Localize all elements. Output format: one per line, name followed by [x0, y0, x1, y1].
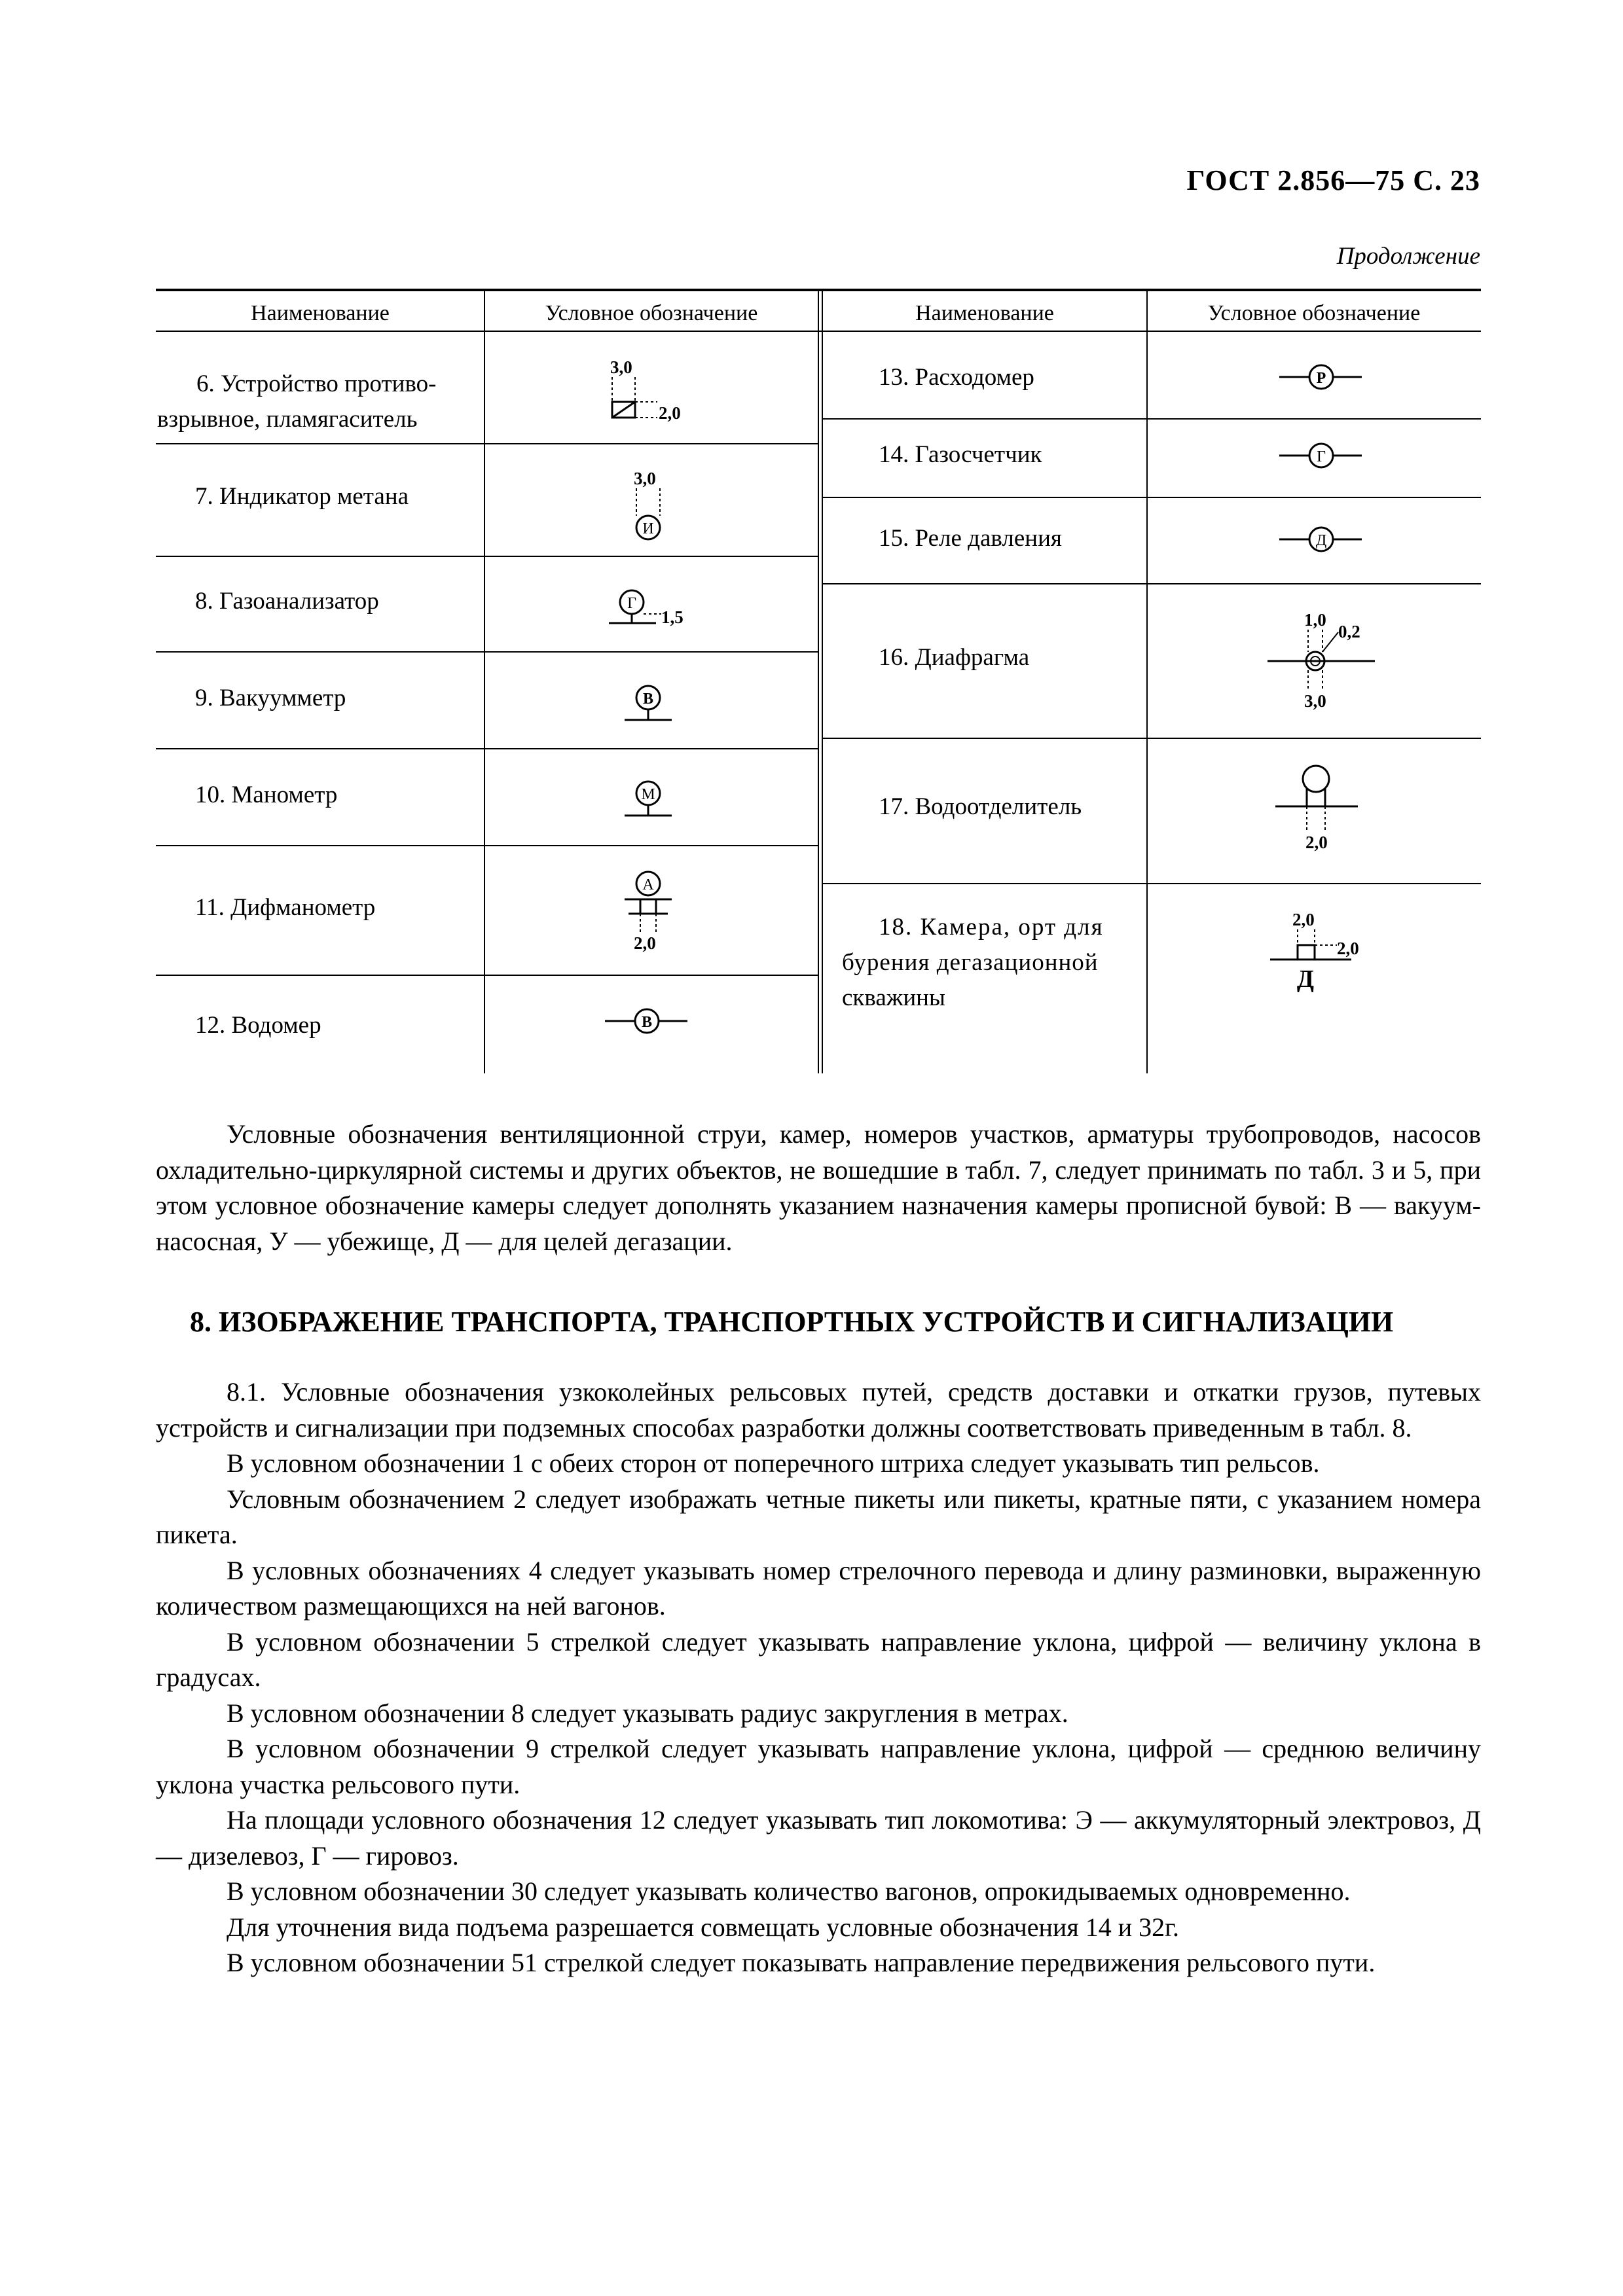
- row-name-12: 12. Водомер: [195, 1012, 321, 1039]
- section-8-paragraph: В условном обозначении 5 стрелкой следует указывать направление уклона, цифрой — величину уклона в градусах.: [156, 1626, 1481, 1692]
- row-name-16: 16. Диафрагма: [879, 644, 1030, 671]
- column-header-name-right: Наименование: [915, 301, 1054, 325]
- symbol-gas-meter: [1277, 436, 1368, 475]
- symbol-pressure-relay: [1277, 520, 1368, 559]
- section-8-paragraph: В условном обозначении 51 стрелкой следует показывать направление передвижения рельсового пути.: [227, 1948, 1376, 1977]
- section-8-paragraph: Условным обозначением 2 следует изображать четные пикеты или пикеты, кратные пяти, с указанием номера пикета.: [156, 1484, 1481, 1549]
- section-8-paragraph: 8.1. Условные обозначения узкоколейных рельсовых путей, средств доставки и откатки грузов, путевых устройств и сигнализации при подземных способах разработки должны соответствовать приведенным в табл. 8.: [156, 1377, 1481, 1443]
- row-name-6: 6. Устройство противо- взрывное, пламягаситель: [157, 370, 437, 433]
- row-name-11: 11. Дифманометр: [195, 894, 376, 921]
- paragraph-after-table: Условные обозначения вентиляционной струи, камер, номеров участков, арматуры трубопроводов, насосов охладительно-циркулярной системы и других объектов, не вошедшие в табл. 7, следует принимать по табл. 3 и 5, при этом условное обозначение камеры следует дополнять указанием назначения камеры прописной бувой: В — вакуум-насосная, У — убежище, Д — для целей дегазации.: [156, 1119, 1481, 1256]
- symbol-differential-manometer: [609, 864, 701, 956]
- svg-text:1,5: 1,5: [661, 607, 684, 627]
- svg-text:3,0: 3,0: [1304, 691, 1326, 711]
- symbol-vacuum-gauge: [609, 678, 687, 737]
- row-name-7: 7. Индикатор метана: [195, 483, 409, 510]
- section-8-paragraph: На площади условного обозначения 12 следует указывать тип локомотива: Э — аккумуляторный электровоз, Д — дизелевоз, Г — гировоз.: [156, 1805, 1481, 1871]
- symbol-flow-meter: [1277, 357, 1368, 397]
- section-8-paragraph: В условном обозначении 1 с обеих сторон от поперечного штриха следует указывать тип рельсов.: [227, 1448, 1320, 1478]
- svg-text:В: В: [642, 691, 654, 708]
- svg-text:Д: Д: [1296, 965, 1315, 993]
- column-header-name-left: Наименование: [251, 301, 390, 325]
- svg-text:И: И: [642, 520, 654, 537]
- symbol-gas-analyzer: [596, 576, 701, 641]
- svg-text:1,0: 1,0: [1304, 610, 1326, 630]
- row-name-13: 13. Расходомер: [879, 364, 1034, 391]
- section-8-body: [156, 1374, 1481, 1981]
- page-header: ГОСТ 2.856—75 С. 23: [1186, 164, 1480, 196]
- svg-text:В: В: [641, 1014, 653, 1031]
- table-continuation-label: Продолжение: [1336, 243, 1480, 270]
- symbol-drilling-chamber: [1264, 906, 1408, 1004]
- symbol-flame-arrester: [589, 353, 720, 432]
- svg-text:2,0: 2,0: [634, 933, 656, 953]
- section-8-heading: 8. ИЗОБРАЖЕНИЕ ТРАНСПОРТА, ТРАНСПОРТНЫХ УСТРОЙСТВ И СИГНАЛИЗАЦИИ: [190, 1306, 1394, 1338]
- svg-text:0,2: 0,2: [1338, 622, 1360, 641]
- row-name-10: 10. Манометр: [195, 781, 338, 808]
- symbol-water-separator: [1264, 759, 1381, 864]
- symbol-diaphragm: [1257, 602, 1401, 720]
- section-8-paragraph: В условном обозначении 30 следует указывать количество вагонов, опрокидываемых одновременно.: [227, 1876, 1351, 1906]
- row-name-18: 18. Камера, орт для бурения дегазационной скважины: [842, 914, 1104, 1011]
- svg-text:М: М: [641, 786, 655, 803]
- svg-text:3,0: 3,0: [634, 469, 656, 488]
- svg-text:2,0: 2,0: [1305, 833, 1328, 852]
- symbol-water-meter: [602, 1001, 694, 1041]
- symbol-methane-indicator: [609, 466, 687, 545]
- section-8-paragraph: В условном обозначении 8 следует указывать радиус закругления в метрах.: [227, 1698, 1068, 1728]
- svg-text:Г: Г: [1317, 448, 1326, 465]
- symbol-manometer: [609, 774, 687, 833]
- column-header-symbol-right: Условное обозначение: [1207, 301, 1421, 325]
- row-name-17: 17. Водоотделитель: [879, 793, 1082, 820]
- section-8-paragraph: В условных обозначениях 4 следует указывать номер стрелочного перевода и длину разминовки, выраженную количеством размещающихся на ней вагонов.: [156, 1555, 1481, 1621]
- svg-text:2,0: 2,0: [1292, 910, 1315, 929]
- section-8-paragraph: Для уточнения вида подъема разрешается совмещать условные обозначения 14 и 32г.: [227, 1912, 1180, 1942]
- svg-text:А: А: [642, 876, 654, 893]
- section-8-paragraph: В условном обозначении 9 стрелкой следует указывать направление уклона, цифрой — среднюю величину уклона участка рельсового пути.: [156, 1734, 1481, 1799]
- column-header-symbol-left: Условное обозначение: [545, 301, 758, 325]
- svg-text:Г: Г: [627, 595, 636, 612]
- svg-text:Р: Р: [1316, 370, 1326, 387]
- row-name-8: 8. Газоанализатор: [195, 588, 379, 615]
- svg-text:2,0: 2,0: [1337, 939, 1359, 958]
- row-name-9: 9. Вакуумметр: [195, 685, 346, 711]
- svg-text:Д: Д: [1315, 532, 1327, 549]
- row-name-15: 15. Реле давления: [879, 525, 1062, 552]
- row-name-14: 14. Газосчетчик: [879, 441, 1042, 468]
- svg-text:3,0: 3,0: [610, 357, 632, 377]
- svg-text:2,0: 2,0: [659, 403, 681, 423]
